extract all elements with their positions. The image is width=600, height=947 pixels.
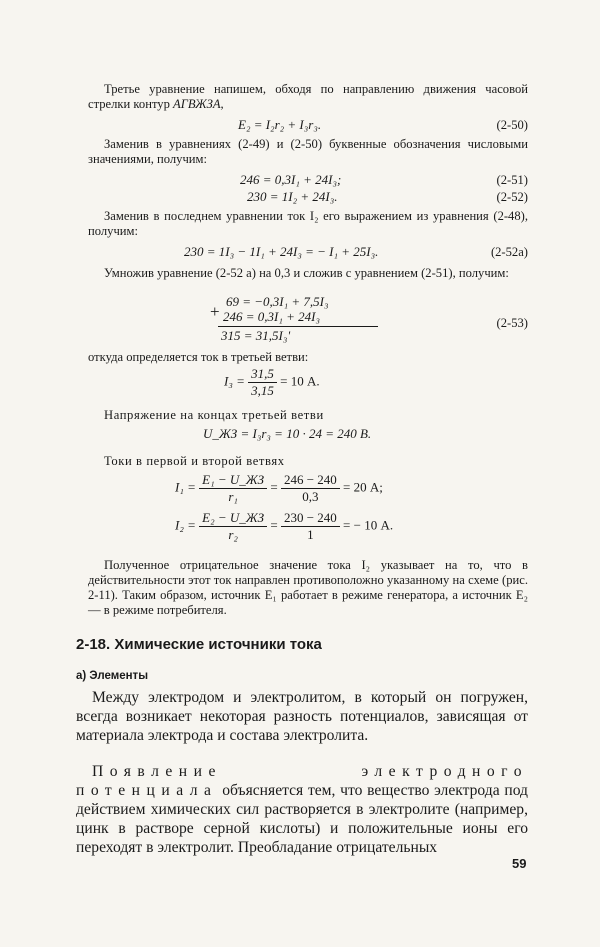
equation-2-52: 230 = 1I₂ + 24I₃. (2-52)	[247, 189, 528, 204]
equation-i1: I₁ = $\frac{\text{E₁ − U\_ЖЗ}}{\text{r₁}}$ = $\frac{246 - 240}{0,3}$ = 20 А;	[175, 472, 383, 504]
paragraph-negative-value: Полученное отрицательное значение тока I₂ указывает на то, что в действительности этот ток направлен противоположно указанному на схеме (рис. 2-11). Таким образом, источник E₁ работает в режиме генератора, а источник E₂ — в режиме потребителя.	[88, 558, 528, 617]
page-number: 59	[512, 856, 527, 871]
equation-i2: I₂ = $\frac{\text{E₂ − U\_ЖЗ}}{\text{r₂}}$ = $\frac{230 - 240}{1}$ = − 10 А.	[175, 510, 394, 542]
paragraph-replace-current: Заменив в последнем уравнении ток I₂ его выражением из уравнения (2-48), получим:	[88, 209, 528, 238]
equation-i3: I₃ = $\frac{31,5}{3,15}$ = 10 А.	[224, 366, 320, 398]
subsection-title: а) Элементы	[76, 670, 149, 682]
sum-line-1: 69 = −0,3I₁ + 7,5I₃	[226, 294, 329, 309]
plus-sign: +	[210, 302, 220, 321]
paragraph-third-equation: Третье уравнение напишем, обходя по направлению движения часовой стрелки контур АГВЖЗА,	[88, 82, 528, 111]
paragraph-substitute: Заменив в уравнениях (2-49) и (2-50) буквенные обозначения числовыми значениями, получим:	[88, 137, 528, 166]
equation-voltage: U_ЖЗ = I₃r₃ = 10 · 24 = 240 В.	[203, 426, 372, 441]
equation-2-52a: 230 = 1I₃ − 1I₁ + 24I₃ = − I₁ + 25I₃. (2-52a)	[184, 244, 528, 259]
sum-result: 315 = 31,5I₃'	[221, 328, 291, 343]
equation-2-53	[88, 294, 528, 346]
equation-2-51: 246 = 0,3I₁ + 24I₃; (2-51)	[240, 172, 528, 187]
equation-number-2-53: (2-53)	[496, 316, 528, 330]
section-title: 2-18. Химические источники тока	[76, 636, 322, 653]
equation-2-50: E₂ = I₂r₂ + I₃r₃. (2-50)	[238, 117, 528, 132]
paragraph-potential: Появление электродного потенциала объясняется тем, что вещество электрода под действием химических сил растворяется в электролите (например, цинк в растворе серной кислоты) и положительные ионы его переходят в электролит. Преобладание отрицательных	[76, 763, 528, 856]
paragraph-third-branch: откуда определяется ток в третьей ветви:	[88, 350, 309, 364]
paragraph-multiply: Умножив уравнение (2-52 а) на 0,3 и сложив с уравнением (2-51), получим:	[104, 266, 509, 280]
sum-line-2: 246 = 0,3I₁ + 24I₃	[223, 309, 320, 324]
paragraph-electrode: Между электродом и электролитом, в который он погружен, всегда возникает некоторая разность потенциалов, зависящая от материала электрода и состава электролита.	[76, 689, 528, 744]
paragraph-currents: Токи в первой и второй ветвях	[104, 454, 285, 468]
paragraph-voltage: Напряжение на концах третьей ветви	[104, 408, 324, 422]
sum-rule	[218, 326, 378, 327]
